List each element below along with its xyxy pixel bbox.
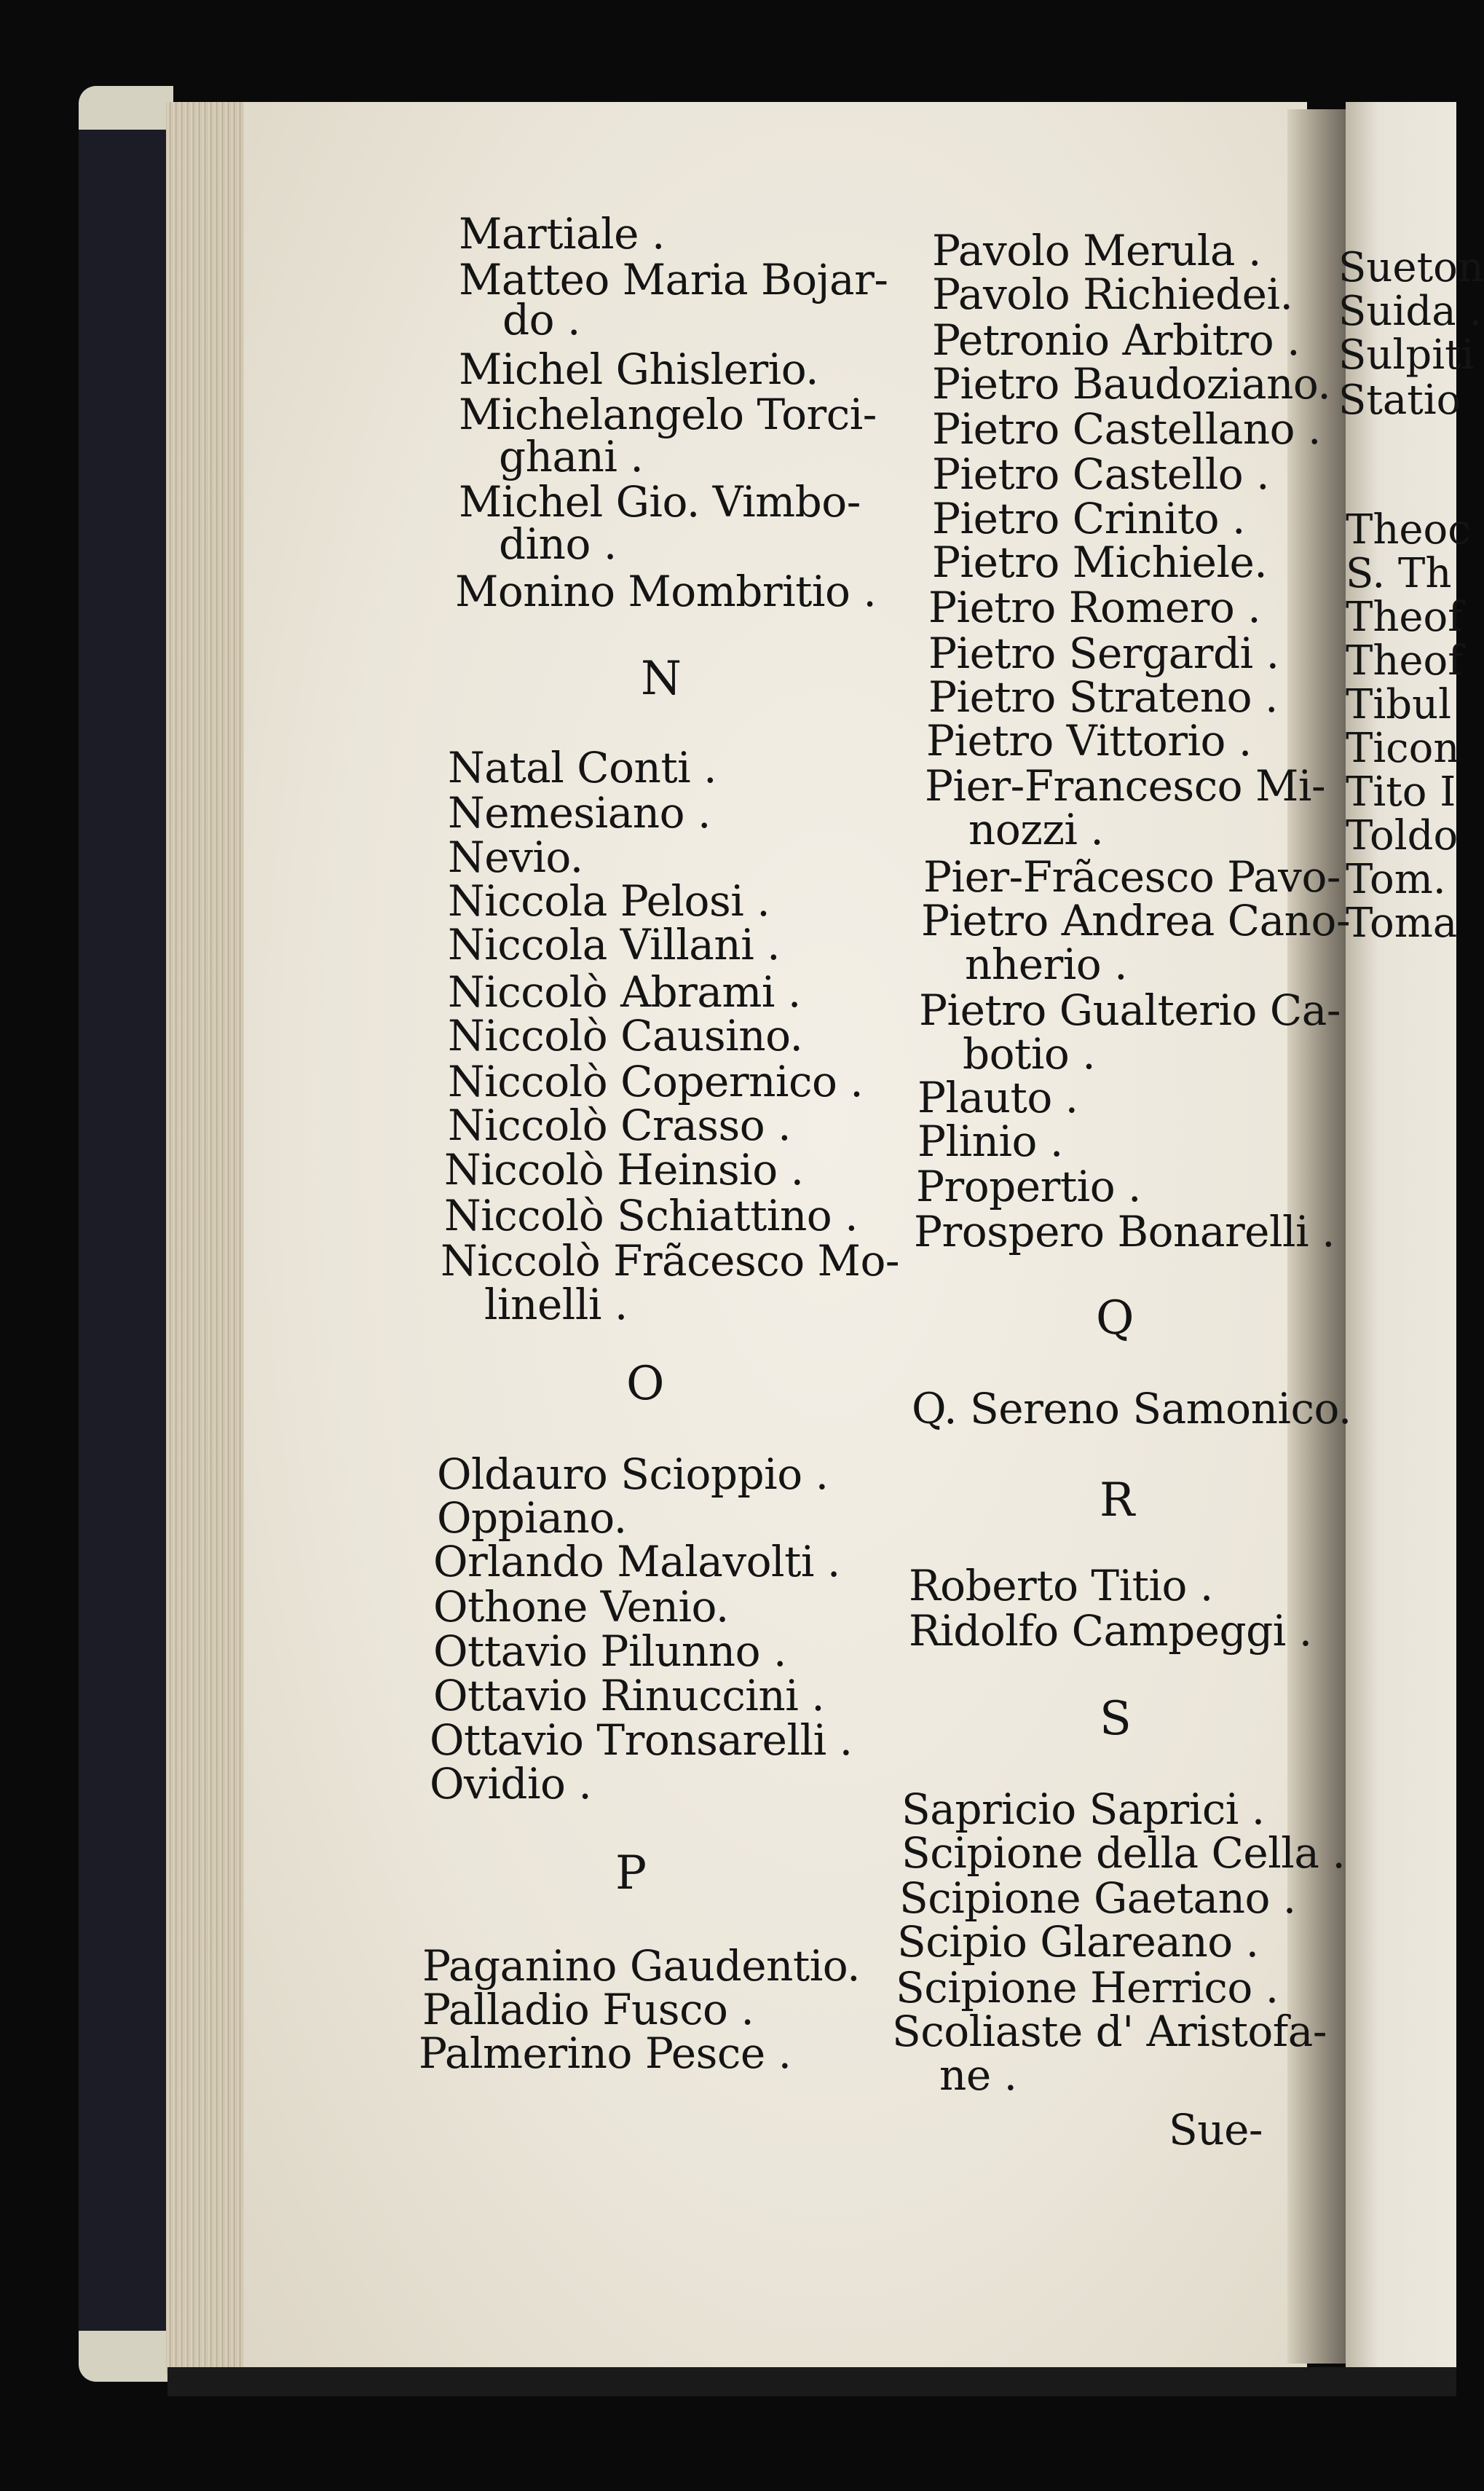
index-entry: Propertio . [916,1162,1141,1211]
index-entry: Ottavio Tronsarelli . [430,1715,853,1765]
section-letter: R [1100,1473,1135,1527]
index-entry: Niccolò Copernico . [448,1057,864,1106]
index-entry: Michelangelo Torci- [459,390,877,439]
right-page [1346,102,1459,2382]
index-entry: nozzi . [968,805,1104,854]
index-entry: Scipione della Cella . [901,1828,1346,1878]
page-edges [166,102,248,2374]
index-entry: Michel Ghislerio. [459,345,819,394]
book-binding [79,109,166,2382]
index-entry: Matteo Maria Bojar- [459,255,888,304]
index-entry: Pier-Frãcesco Pavo- [923,852,1341,902]
index-entry: ne . [939,2050,1017,2100]
index-entry: Pietro Romero . [928,583,1261,632]
index-entry: dino . [499,519,617,569]
index-entry: Pier-Francesco Mi- [925,761,1326,811]
section-letter: N [641,652,682,706]
index-entry: Niccola Pelosi . [448,876,770,926]
index-entry: Ridolfo Campeggi . [909,1606,1312,1656]
index-entry: Michel Gio. Vimbo- [459,477,861,527]
index-entry: Palmerino Pesce . [419,2028,792,2078]
index-entry: Prospero Bonarelli . [914,1207,1335,1256]
index-entry: Pietro Andrea Cano- [921,896,1351,945]
index-entry: Pietro Vittorio . [926,716,1252,766]
index-entry: Theoc [1346,506,1471,554]
index-entry: Monino Mombritio . [455,567,877,616]
index-entry: Tibul [1346,681,1452,728]
index-entry: Pietro Crinito . [932,494,1245,543]
index-entry: do . [502,295,580,345]
index-entry: Ticon [1346,725,1460,772]
index-entry: Oppiano. [437,1493,627,1543]
index-entry: Tito I [1346,768,1456,816]
index-entry: Palladio Fusco . [422,1985,754,2034]
index-entry: linelli . [484,1280,628,1329]
index-entry: Sapricio Saprici . [901,1784,1265,1834]
index-entry: Niccolò Heinsio . [444,1145,804,1195]
bottom-shadow [167,2367,1456,2396]
index-entry: botio . [963,1029,1096,1079]
index-entry: Pietro Gualterio Ca- [919,985,1341,1035]
index-entry: Niccolò Crasso . [448,1101,792,1150]
catchword: Sue- [1169,2105,1263,2154]
index-entry: Scipione Herrico . [896,1963,1279,2012]
index-entry: Niccolò Abrami . [448,967,801,1017]
index-entry: Sulpiti [1338,331,1475,379]
index-entry: Niccola Villani . [448,920,781,969]
index-entry: Pietro Castellano . [932,404,1321,454]
index-entry: Scipione Gaetano . [899,1873,1296,1923]
index-entry: Theof [1346,637,1463,685]
section-letter: P [615,1846,647,1900]
index-entry: Theof [1346,594,1463,641]
index-entry: Pietro Baudoziano. [932,359,1331,409]
index-entry: Plinio . [917,1117,1063,1166]
index-entry: Toldo [1346,812,1459,859]
index-entry: Ottavio Pilunno . [433,1626,786,1676]
index-entry: Oldauro Scioppio . [437,1449,829,1499]
index-entry: Pavolo Merula . [932,226,1261,275]
index-entry: Nemesiano . [448,788,711,838]
index-entry: Pietro Michiele. [932,538,1268,587]
index-entry: Q. Sereno Samonico. [912,1384,1351,1433]
index-entry: Natal Conti . [448,743,717,792]
index-entry: Suida . [1338,288,1483,335]
index-entry: Pavolo Richiedei. [932,269,1293,319]
binding-tape-bottom [79,2331,181,2382]
index-entry: Scipio Glareano . [897,1917,1259,1967]
index-entry: S. Th [1346,550,1452,597]
index-entry: Scoliaste d' Aristofa- [892,2007,1327,2056]
index-entry: Roberto Titio . [909,1561,1213,1610]
index-entry: Ovidio . [430,1759,592,1809]
section-letter: Q [1096,1291,1134,1345]
index-entry: Tom. [1346,856,1446,903]
index-entry: Orlando Malavolti . [433,1537,840,1586]
index-entry: Toma [1346,900,1458,947]
index-entry: Martiale . [459,209,665,259]
index-entry: Niccolò Causino. [448,1011,803,1060]
index-entry: Ottavio Rinuccini . [433,1671,825,1720]
index-entry: Pietro Strateno . [928,672,1278,722]
section-letter: O [626,1357,665,1411]
index-entry: Niccolò Schiattino . [444,1191,859,1240]
index-entry: nherio . [965,940,1128,989]
index-entry: Pietro Sergardi . [928,629,1279,678]
index-entry: Niccolò Frãcesco Mo- [441,1236,899,1286]
section-letter: S [1100,1692,1132,1746]
index-entry: Sueton [1338,244,1484,291]
binding-tape-top [79,86,173,130]
index-entry: Petronio Arbitro . [932,315,1301,365]
index-entry: ghani . [499,432,644,481]
index-entry: Pietro Castello . [932,449,1270,499]
index-entry: Nevio. [448,833,583,882]
index-entry: Plauto . [917,1073,1078,1122]
index-entry: Paganino Gaudentio. [422,1941,861,1991]
index-entry: Othone Venio. [433,1582,729,1632]
index-entry: Statio [1338,377,1461,424]
